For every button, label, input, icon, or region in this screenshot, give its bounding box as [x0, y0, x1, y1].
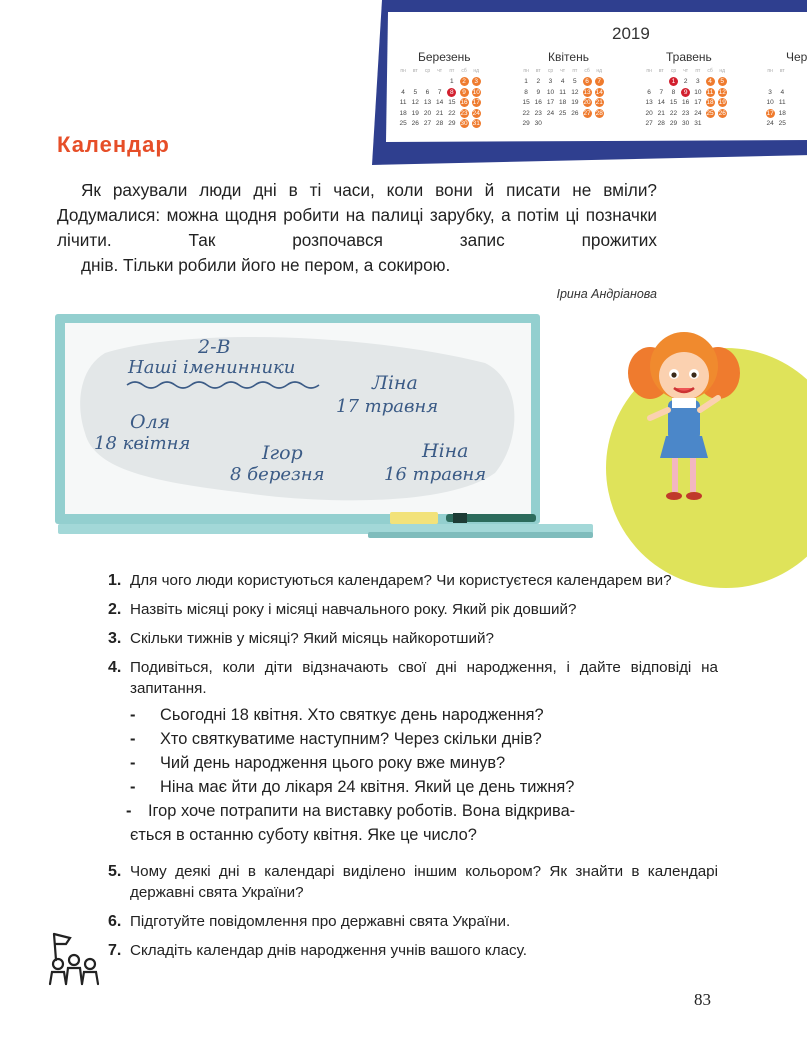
calendar-day: 10: [472, 88, 480, 96]
calendar-day: 15: [448, 99, 456, 107]
board-name-lina: Ліна: [372, 372, 418, 394]
calendar-day: 30: [682, 120, 690, 128]
calendar-day: 6: [647, 88, 651, 96]
question-6: [108, 911, 718, 932]
board-class: 2-В: [198, 336, 231, 358]
calendar-weekday: пн: [767, 68, 773, 75]
calendar-day: 29: [669, 120, 678, 128]
calendar-day: 21: [595, 99, 603, 107]
question-text: Чому деякі дні в календарі виділено іншим кольором? Як знайти в календарі державні свята України?: [130, 863, 718, 901]
calendar-day: 4: [704, 77, 716, 86]
calendar-day: 31: [472, 120, 480, 128]
calendar-day: 12: [571, 88, 579, 96]
question-text: Підготуйте повідомлення про державні свята України.: [130, 913, 511, 930]
calendar-day: 8: [671, 88, 676, 96]
calendar-day: 9: [536, 88, 541, 96]
calendar-weekday: чт: [437, 68, 443, 75]
calendar-day: 22: [448, 109, 456, 117]
calendar-day: 29: [448, 120, 456, 128]
calendar-day: 15: [669, 99, 678, 107]
calendar-day: 22: [522, 109, 530, 117]
calendar-day: 27: [423, 120, 432, 128]
calendar-weekday: сб: [584, 68, 590, 75]
calendar-day: 11: [706, 88, 714, 96]
calendar-weekday: нд: [473, 68, 480, 75]
calendar-month-grid: [397, 66, 482, 129]
page-title: Календар: [57, 132, 170, 157]
question-number: 2.: [108, 601, 122, 618]
calendar-day: 8: [524, 88, 528, 96]
calendar-day: 7: [437, 88, 442, 96]
question-text: Для чого люди користуються календарем? Чи користуєтеся календарем ви?: [130, 572, 672, 589]
calendar-day: 26: [718, 109, 726, 117]
question-1: [108, 570, 718, 591]
calendar-day: 30: [534, 120, 542, 128]
calendar-weekday: ср: [547, 68, 554, 75]
calendar-weekday: пт: [572, 68, 578, 75]
question-2: [108, 599, 718, 620]
subitem-text: Ігор хоче потрапити на виставку роботів. Вона відкрива-: [148, 802, 576, 820]
board-name-nina: Ніна: [422, 440, 469, 462]
calendar-weekday: вт: [535, 68, 541, 75]
calendar-day: 19: [571, 99, 579, 107]
calendar-day: 1: [450, 78, 454, 86]
calendar-weekday: сб: [707, 68, 713, 75]
calendar-day: 17: [766, 109, 774, 117]
subitem-text: Чий день народження цього року вже минув?: [160, 754, 506, 772]
calendar-day: 19: [411, 109, 419, 117]
subitem-text: ється в останню суботу квітня. Яке це число?: [130, 826, 477, 844]
calendar-day: 18: [399, 109, 407, 117]
question-7: [108, 940, 718, 961]
question-number: 7.: [108, 942, 122, 959]
calendar-day: 7: [659, 88, 664, 96]
calendar-day: 31: [694, 120, 702, 128]
group-work-icon: [44, 930, 102, 986]
calendar-weekday: нд: [596, 68, 603, 75]
calendar-weekday: нд: [719, 68, 726, 75]
question-4: [108, 657, 718, 699]
calendar-weekday: пт: [449, 68, 455, 75]
calendar-day: 28: [657, 120, 665, 128]
board-name-ihor: Ігор: [262, 442, 303, 464]
calendar-month-grid: [643, 66, 728, 129]
board-date-ihor: 8 березня: [230, 464, 325, 485]
paragraph-line: а потім ці позначки лічити. Так розпочався запис прожитих: [57, 205, 657, 250]
calendar-day: 28: [595, 109, 603, 117]
subitem-text: Хто святкуватиме наступним? Через скільки днів?: [160, 730, 542, 748]
calendar-day: 20: [645, 109, 653, 117]
calendar-weekday: вт: [658, 68, 664, 75]
question-text: Скільки тижнів у місяці? Який місяць найкоротший?: [130, 630, 494, 647]
calendar-day: 27: [583, 109, 591, 117]
calendar-year: 2019: [612, 24, 650, 43]
calendar-weekday: пн: [523, 68, 529, 75]
calendar-day: 9: [680, 88, 692, 97]
subitem-text: Сьогодні 18 квітня. Хто святкує день народження?: [160, 706, 544, 724]
subitem: - Сьогодні 18 квітня. Хто святкує день народження?: [130, 706, 544, 724]
board-name-olia: Оля: [130, 411, 171, 433]
calendar-day: 13: [423, 99, 432, 107]
calendar-day: 26: [411, 120, 419, 128]
calendar-day: 3: [696, 78, 700, 86]
subitem: - Ігор хоче потрапити на виставку роботів. Вона відкрива-: [126, 802, 576, 820]
question-text: Складіть календар днів народження учнів вашого класу.: [130, 942, 527, 959]
calendar-day: 17: [694, 99, 702, 107]
calendar-day: 16: [534, 99, 542, 107]
calendar-day: 2: [683, 78, 688, 86]
calendar-day: 1: [524, 78, 528, 86]
calendar-day: 4: [401, 88, 405, 96]
calendar-day: 5: [716, 77, 728, 86]
board-heading: Наші іменинники: [128, 357, 296, 378]
subitem: - Чий день народження цього року вже минув?: [130, 754, 506, 772]
calendar-day: 25: [706, 109, 714, 117]
paragraph-line: вміли? Додумалися: можна щодня робити на палиці зарубку,: [57, 180, 657, 225]
paragraph-line: днів. Тільки робили його не пером, а сокирою.: [81, 255, 451, 275]
calendar-day: 8: [446, 88, 458, 97]
calendar-day: 2: [458, 77, 470, 86]
calendar-weekday: чт: [560, 68, 566, 75]
calendar-day: 1: [667, 77, 679, 86]
calendar-day: 29: [522, 120, 530, 128]
calendar-day: 24: [766, 120, 774, 128]
calendar-month-grid: [764, 66, 788, 129]
calendar-month-name: Чер: [786, 50, 807, 64]
calendar-day: 3: [768, 88, 772, 96]
calendar-day: 23: [460, 109, 468, 117]
question-number: 5.: [108, 863, 122, 880]
calendar-day: 11: [778, 99, 786, 107]
calendar-day: 9: [458, 88, 470, 97]
calendar-weekday: ср: [670, 68, 677, 75]
questions-list: [108, 570, 718, 969]
calendar-day: 24: [694, 109, 702, 117]
calendar-day: 21: [436, 109, 444, 117]
question-number: 6.: [108, 913, 122, 930]
calendar-day: 27: [645, 120, 653, 128]
calendar-day: 14: [595, 88, 603, 96]
calendar-day: 11: [559, 88, 567, 96]
calendar-weekday: сб: [461, 68, 467, 75]
question-text: Назвіть місяці року і місяці навчального року. Який рік довший?: [130, 601, 577, 618]
calendar-day: 18: [559, 99, 567, 107]
board-date-olia: 18 квітня: [94, 433, 191, 454]
calendar-day: 19: [718, 99, 726, 107]
calendar-day: 14: [657, 99, 665, 107]
calendar-day: 22: [669, 109, 678, 117]
question-4-subitems: [108, 703, 718, 847]
calendar-weekday: пн: [400, 68, 406, 75]
marker-cap: [453, 513, 467, 523]
subitem: - Ніна має йти до лікаря 24 квітня. Який це день тижня?: [130, 778, 575, 796]
question-number: 1.: [108, 572, 122, 589]
calendar-day: 18: [706, 99, 714, 107]
calendar-day: 11: [399, 99, 407, 107]
question-5: [108, 861, 718, 903]
sponge: [390, 512, 438, 524]
calendar-day: 3: [470, 77, 482, 86]
calendar-day: 20: [583, 99, 591, 107]
subitem-continuation: [108, 823, 718, 847]
calendar-weekday: вт: [779, 68, 785, 75]
calendar-day: 10: [694, 88, 702, 96]
calendar-day: 14: [436, 99, 444, 107]
girl-illustration: [610, 318, 760, 508]
calendar-day: 30: [460, 120, 468, 128]
calendar-day: 18: [778, 109, 786, 117]
board-date-nina: 16 травня: [384, 464, 487, 485]
question-3: [108, 628, 718, 649]
calendar-day: 2: [536, 78, 541, 86]
calendar-day: 24: [546, 109, 555, 117]
board-tray-shadow: [368, 532, 593, 538]
calendar-weekday: чт: [683, 68, 689, 75]
calendar-day: 25: [399, 120, 407, 128]
calendar-day: 13: [645, 99, 653, 107]
calendar-day: 10: [766, 99, 774, 107]
calendar-day: 5: [573, 78, 577, 86]
calendar-day: 7: [593, 77, 605, 86]
calendar-day: 16: [460, 99, 468, 107]
calendar-day: 13: [583, 88, 591, 96]
calendar-day: 26: [571, 109, 579, 117]
page-number: 83: [694, 990, 711, 1009]
calendar-day: 25: [559, 109, 567, 117]
question-number: 3.: [108, 630, 122, 647]
calendar-day: 3: [548, 78, 553, 86]
subitem-text: Ніна має йти до лікаря 24 квітня. Який це день тижня?: [160, 778, 575, 796]
calendar-day: 4: [560, 78, 565, 86]
calendar-day: 25: [778, 120, 786, 128]
calendar-day: 12: [718, 88, 726, 96]
question-number: 4.: [108, 659, 122, 676]
calendar-day: 15: [522, 99, 530, 107]
calendar-day: 20: [423, 109, 432, 117]
calendar-weekday: вт: [412, 68, 418, 75]
calendar-day: 21: [657, 109, 665, 117]
calendar-day: 12: [411, 99, 419, 107]
calendar-day: 23: [534, 109, 542, 117]
calendar-month-grid: [520, 66, 605, 129]
intro-paragraph: [57, 178, 657, 278]
calendar-month-name: Квітень: [548, 50, 589, 64]
board-date-lina: 17 травня: [336, 396, 439, 417]
calendar-weekday: пт: [695, 68, 701, 75]
question-text: Подивіться, коли діти відзначають свої дні народження, і дайте відповіді на запитання.: [130, 659, 718, 697]
subitem: - Хто святкуватиме наступним? Через скільки днів?: [130, 730, 542, 748]
calendar-weekday: пн: [646, 68, 652, 75]
calendar-day: 10: [546, 88, 555, 96]
paragraph-line: Як рахували люди дні в ті часи, коли вони й писати не: [81, 180, 592, 200]
calendar-month-name: Травень: [666, 50, 712, 64]
calendar-day: 4: [780, 88, 785, 96]
calendar-day: 6: [425, 88, 430, 96]
calendar-month-name: Березень: [418, 50, 471, 64]
calendar-day: 23: [682, 109, 690, 117]
calendar-day: 16: [682, 99, 690, 107]
author: Ірина Андріанова: [556, 287, 657, 301]
calendar-day: 5: [413, 88, 418, 96]
calendar-day: 24: [472, 109, 480, 117]
calendar-day: 17: [472, 99, 480, 107]
calendar-weekday: ср: [424, 68, 431, 75]
calendar-day: 17: [546, 99, 555, 107]
calendar-day: 28: [436, 120, 444, 128]
calendar-day: 6: [581, 77, 593, 86]
